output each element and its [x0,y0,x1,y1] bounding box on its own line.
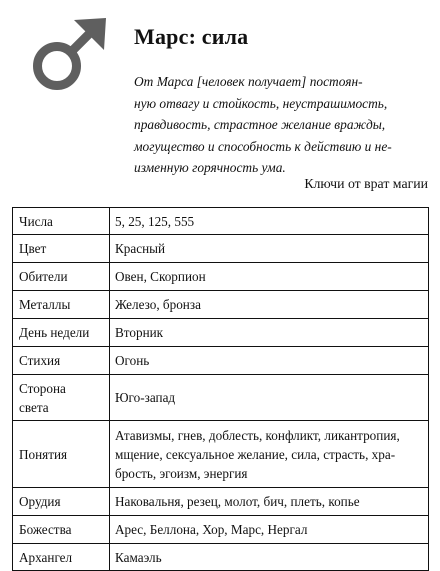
row-key: День недели [13,319,110,347]
row-key: Металлы [13,291,110,319]
row-value [110,375,429,421]
table-row [13,516,429,544]
mars-symbol-icon [30,14,110,94]
row-value [110,235,429,263]
value-line: брость, эгоизм, энергия [115,465,248,481]
value-line: Атавизмы, гнев, доблесть, конфликт, ликантропия, [115,427,400,443]
value-line: Камаэль [115,549,162,565]
row-value [110,421,429,488]
quote-line: От Марса [человек получает] постоян- [134,74,363,89]
row-key [13,375,110,421]
table-row [13,208,429,235]
value-line: 5, 25, 125, 555 [115,213,195,229]
value-line: Красный [115,241,166,256]
row-value [110,208,429,235]
row-key: Стихия [13,347,110,375]
table-row [13,375,429,421]
key-line: Сторона [19,380,66,396]
row-value [110,291,429,319]
value-line: Железо, бронза [115,297,201,312]
page-title: Марс: сила [134,24,249,49]
table-row [13,235,429,263]
quote-line: могущество и способность к действию и не- [134,138,392,154]
value-line: Огонь [115,353,150,368]
row-value [110,516,429,544]
table-row [13,291,429,319]
epigraph-quote [134,71,426,179]
table-row [13,347,429,375]
row-value [110,319,429,347]
row-key: Понятия [13,421,110,488]
row-key: Числа [13,208,110,235]
quote-line: изменную горячность ума. [134,160,286,175]
row-key: Божества [13,516,110,544]
quote-source: Ключи от врат магии [304,176,428,191]
table-row [13,544,429,571]
row-key: Цвет [13,235,110,263]
row-value [110,263,429,291]
value-line: мщение, сексуальное желание, сила, страсть, хра- [115,446,396,462]
row-key: Обители [13,263,110,291]
correspondence-table [12,207,429,571]
row-value [110,544,429,571]
row-key: Архангел [13,544,110,571]
row-value [110,347,429,375]
value-line: Арес, Беллона, Хор, Марс, Нергал [115,522,308,537]
row-value [110,488,429,516]
table-row [13,488,429,516]
quote-line: правдивость, страстное желание вражды, [134,117,386,132]
table-row [13,319,429,347]
row-key: Орудия [13,488,110,516]
value-line: Наковальня, резец, молот, бич, плеть, копье [115,494,360,509]
key-line: света [19,399,49,415]
value-line: Юго-запад [115,390,176,405]
value-line: Овен, Скорпион [115,269,206,284]
value-line: Вторник [115,325,164,340]
table-row [13,263,429,291]
table-row [13,421,429,488]
quote-line: ную отвагу и стойкость, неустрашимость, [134,95,388,111]
